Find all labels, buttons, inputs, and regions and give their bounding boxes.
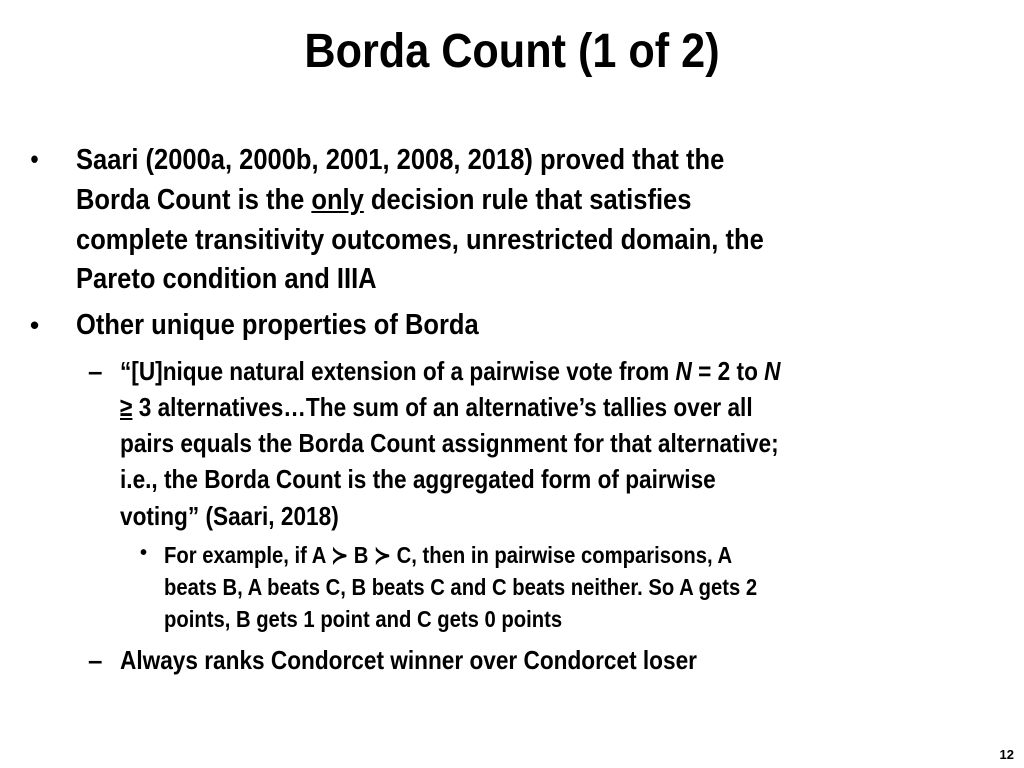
quote-line1: “[U]nique natural extension of a pairwise vote from N = 2 to N <box>120 356 781 386</box>
bullet-marker: • <box>140 542 148 564</box>
quote-line3: pairs equals the Borda Count assignment for that alternative; <box>120 428 779 458</box>
example-line2: beats B, A beats C, B beats C and C beats neither. So A gets 2 <box>164 574 758 600</box>
bullet2-text: Other unique properties of Borda <box>76 309 479 341</box>
quote-line5: voting” (Saari, 2018) <box>120 501 339 531</box>
page-number: 12 <box>999 747 1014 762</box>
quote-line2: ≥ 3 alternatives…The sum of an alternative’s tallies over all <box>120 392 753 422</box>
dash-marker: – <box>88 645 103 675</box>
dash-marker: – <box>88 356 103 386</box>
bullet1-line1: Saari (2000a, 2000b, 2001, 2008, 2018) proved that the <box>76 144 725 176</box>
condorcet-line: Always ranks Condorcet winner over Condorcet loser <box>120 645 697 675</box>
bullet1-line2: Borda Count is the only decision rule that satisfies <box>76 184 692 216</box>
bullet-marker: • <box>30 310 40 340</box>
bullet1-line3: complete transitivity outcomes, unrestricted domain, the <box>76 224 764 256</box>
emphasis-only: only <box>311 184 364 216</box>
bullet-marker: • <box>30 144 39 174</box>
slide-title: Borda Count (1 of 2) <box>304 25 720 78</box>
bullet1-line4: Pareto condition and IIIA <box>76 263 377 295</box>
example-line3: points, B gets 1 point and C gets 0 points <box>164 606 563 632</box>
quote-line4: i.e., the Borda Count is the aggregated form of pairwise <box>120 464 716 494</box>
example-line1: For example, if A ≻ B ≻ C, then in pairwise comparisons, A <box>164 542 733 568</box>
